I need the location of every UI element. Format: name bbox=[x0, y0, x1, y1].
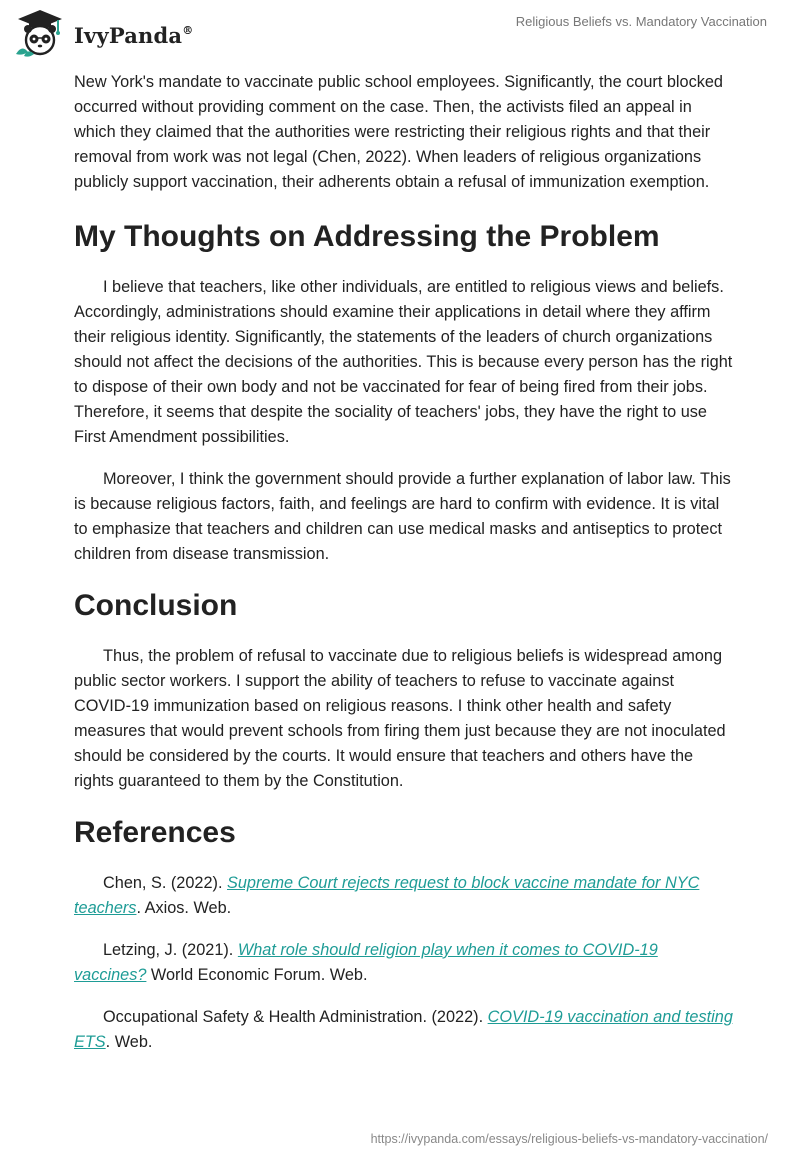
section-heading-conclusion: Conclusion bbox=[74, 589, 238, 622]
page-url[interactable]: https://ivypanda.com/essays/religious-beliefs-vs-mandatory-vaccination/ bbox=[370, 1132, 768, 1146]
document-title: Religious Beliefs vs. Mandatory Vaccination bbox=[515, 14, 767, 29]
intro-paragraph: New York's mandate to vaccinate public school employees. Significantly, the court blocked occurred without providing comment on the case. Then, the activists filed an appeal in which they claimed that the authorities were restricting their religious rights and that their removal from work was not legal (Chen, 2022). When leaders of religious organizations publicly support vaccination, their adherents obtain a refusal of immunization exemption. bbox=[74, 73, 723, 191]
reference-link[interactable]: Supreme Court rejects request to block vaccine mandate for NYC teachers bbox=[74, 874, 700, 917]
reference-item: Chen, S. (2022). Supreme Court rejects request to block vaccine mandate for NYC teachers. Axios. Web. bbox=[74, 874, 700, 917]
ivypanda-logo[interactable] bbox=[12, 8, 193, 58]
reference-item: Occupational Safety & Health Administration. (2022). COVID-19 vaccination and testing ETS. Web. bbox=[74, 1008, 733, 1051]
reference-item: Letzing, J. (2021). What role should religion play when it comes to COVID-19 vaccines? World Economic Forum. Web. bbox=[74, 941, 658, 984]
conclusion-paragraph: Thus, the problem of refusal to vaccinate due to religious beliefs is widespread among public sector workers. I support the ability of teachers to refuse to vaccinate against COVID-19 immunization based on religious reasons. I think other health and safety measures that would prevent schools from firing them just because they are not inoculated should be considered by the courts. It would ensure that teachers and others have the rights guaranteed to them by the Constitution. bbox=[74, 647, 726, 790]
section-heading-thoughts: My Thoughts on Addressing the Problem bbox=[74, 220, 660, 253]
registered-mark: ® bbox=[182, 23, 194, 37]
page-header bbox=[0, 0, 800, 62]
essay-content bbox=[74, 70, 734, 1055]
section-heading-references: References bbox=[74, 816, 236, 849]
thoughts-paragraph-1: I believe that teachers, like other individuals, are entitled to religious views and beliefs. Accordingly, administrations should examine their applications in detail where they affirm their religious identity. Significantly, the statements of the leaders of church organizations should not affect the decisions of the authorities. This is because every person has the right to dispose of their own body and not be vaccinated for fear of being fired from their jobs. Therefore, it seems that despite the sociality of teachers' jobs, they have the right to use First Amendment possibilities. bbox=[74, 278, 733, 446]
reference-link[interactable]: COVID-19 vaccination and testing ETS bbox=[74, 1008, 733, 1051]
panda-graduate-icon bbox=[12, 8, 68, 58]
thoughts-paragraph-2: Moreover, I think the government should provide a further explanation of labor law. This is because religious factors, faith, and feelings are hard to confirm with evidence. It is vital to emphasize that teachers and children can use medical masks and antiseptics to protect children from disease transmission. bbox=[74, 470, 731, 563]
brand-name: IvyPanda® bbox=[74, 22, 194, 48]
reference-link[interactable]: What role should religion play when it comes to COVID-19 vaccines? bbox=[74, 941, 658, 984]
